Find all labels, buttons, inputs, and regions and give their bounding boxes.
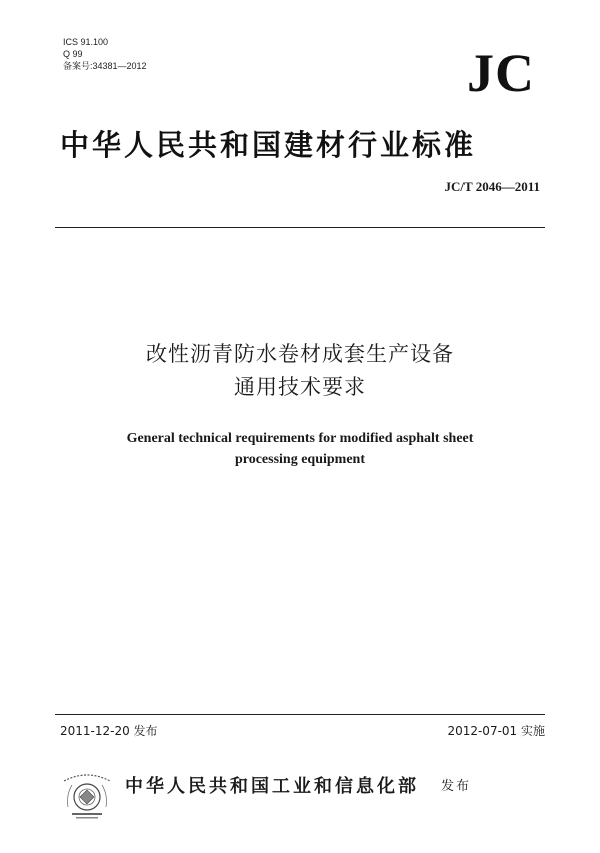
classification-code: Q 99: [63, 49, 83, 59]
issued-label: 发布: [441, 779, 472, 794]
standard-type-heading: 中华人民共和国建材行业标准: [60, 128, 477, 162]
implementation-date: 2012-07-01 实施: [447, 724, 545, 738]
title-chinese-line-1: 改性沥青防水卷材成套生产设备: [146, 342, 454, 366]
title-chinese-line-2: 通用技术要求: [234, 375, 366, 399]
standard-number: JC/T 2046—2011: [444, 179, 540, 194]
category-mark: JC: [467, 43, 535, 103]
issue-date: 2011-12-20 发布: [60, 724, 158, 738]
bottom-divider: [55, 714, 545, 715]
ics-code: ICS 91.100: [63, 37, 109, 47]
record-number: 备案号:34381—2012: [63, 61, 147, 71]
issuer-name: 中华人民共和国工业和信息化部: [125, 776, 419, 797]
top-divider: [55, 227, 545, 228]
title-english-line-2: processing equipment: [234, 452, 366, 467]
ministry-seal-icon: [58, 767, 116, 821]
title-english-line-1: General technical requirements for modified asphalt sheet: [126, 431, 474, 446]
